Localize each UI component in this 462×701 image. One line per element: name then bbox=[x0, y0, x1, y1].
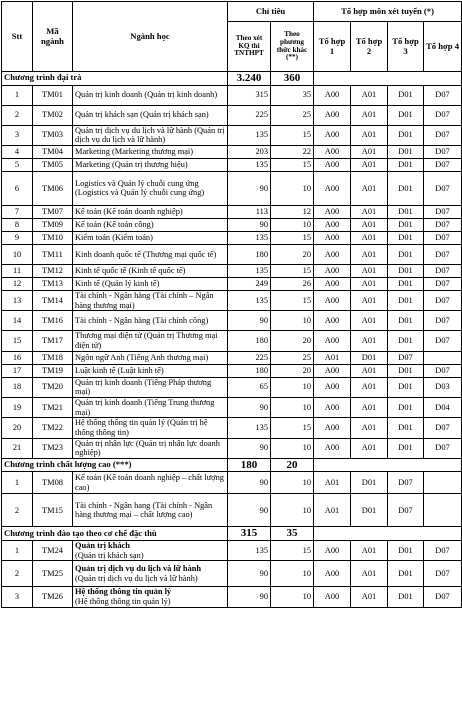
table-row bbox=[2, 377, 462, 397]
row-to-hop-4: D07 bbox=[424, 438, 462, 458]
row-stt: 21 bbox=[2, 438, 33, 458]
row-to-hop-2: A01 bbox=[351, 171, 388, 205]
row-nganh-hoc: Quản trị nhân lực (Quản trị nhân lực doanh nghiệp) bbox=[73, 438, 228, 458]
row-to-hop-1: A00 bbox=[314, 541, 351, 561]
header-to-hop-group: Tổ hợp môn xét tuyển (*) bbox=[314, 2, 462, 22]
row-stt: 17 bbox=[2, 364, 33, 377]
row-stt: 7 bbox=[2, 205, 33, 218]
row-to-hop-1: A01 bbox=[314, 472, 351, 494]
table-row bbox=[2, 331, 462, 351]
row-stt: 13 bbox=[2, 290, 33, 310]
table-row bbox=[2, 561, 462, 587]
row-chi-tieu-kq: 315 bbox=[228, 85, 271, 105]
row-to-hop-2: D01 bbox=[351, 494, 388, 527]
row-nganh-minor: (Quản trị dịch vụ du lịch và lữ hành) bbox=[75, 573, 198, 583]
row-to-hop-2: A01 bbox=[351, 145, 388, 158]
row-stt: 16 bbox=[2, 351, 33, 364]
row-to-hop-1: A00 bbox=[314, 145, 351, 158]
row-ma-nganh: TM22 bbox=[33, 418, 73, 438]
row-to-hop-3: D01 bbox=[388, 438, 424, 458]
row-ma-nganh: TM19 bbox=[33, 364, 73, 377]
row-ma-nganh: TM15 bbox=[33, 494, 73, 527]
row-ma-nganh: TM26 bbox=[33, 587, 73, 607]
row-ma-nganh: TM12 bbox=[33, 264, 73, 277]
header-to-hop-2: Tổ hợp 2 bbox=[351, 22, 388, 72]
section-total-other: 20 bbox=[271, 458, 314, 472]
table-row bbox=[2, 397, 462, 417]
row-to-hop-3: D01 bbox=[388, 205, 424, 218]
row-ma-nganh: TM20 bbox=[33, 377, 73, 397]
section-total-other: 360 bbox=[271, 72, 314, 86]
row-nganh-hoc: Thương mại điện tử (Quản trị Thương mại điện tử) bbox=[73, 331, 228, 351]
row-to-hop-1: A01 bbox=[314, 351, 351, 364]
row-chi-tieu-other: 10 bbox=[271, 561, 314, 587]
row-to-hop-2: A01 bbox=[351, 561, 388, 587]
row-stt: 11 bbox=[2, 264, 33, 277]
row-chi-tieu-other: 15 bbox=[271, 418, 314, 438]
row-to-hop-2: A01 bbox=[351, 231, 388, 244]
row-chi-tieu-other: 15 bbox=[271, 290, 314, 310]
row-ma-nganh: TM05 bbox=[33, 158, 73, 171]
row-chi-tieu-other: 10 bbox=[271, 494, 314, 527]
row-nganh-hoc: Logistics và Quản lý chuỗi cung ứng (Logistics và Quản lý chuỗi cung ứng) bbox=[73, 171, 228, 205]
row-nganh-minor: (Quản trị khách sạn) bbox=[75, 550, 144, 560]
row-to-hop-4 bbox=[424, 351, 462, 364]
table-row bbox=[2, 125, 462, 145]
row-to-hop-3: D01 bbox=[388, 290, 424, 310]
row-to-hop-3: D01 bbox=[388, 541, 424, 561]
row-ma-nganh: TM25 bbox=[33, 561, 73, 587]
row-chi-tieu-kq: 135 bbox=[228, 290, 271, 310]
row-chi-tieu-kq: 180 bbox=[228, 364, 271, 377]
row-stt: 14 bbox=[2, 311, 33, 331]
row-nganh-hoc: Quản trị khách sạn (Quản trị khách sạn) bbox=[73, 105, 228, 125]
row-to-hop-2: A01 bbox=[351, 218, 388, 231]
row-stt: 4 bbox=[2, 145, 33, 158]
row-to-hop-3: D01 bbox=[388, 125, 424, 145]
row-to-hop-3: D01 bbox=[388, 418, 424, 438]
section-dac-thu bbox=[2, 527, 462, 541]
row-to-hop-1: A00 bbox=[314, 218, 351, 231]
row-nganh-hoc: Kinh tế (Quản lý kinh tế) bbox=[73, 277, 228, 290]
row-stt: 1 bbox=[2, 85, 33, 105]
row-to-hop-3: D01 bbox=[388, 264, 424, 277]
row-chi-tieu-kq: 225 bbox=[228, 105, 271, 125]
row-chi-tieu-other: 10 bbox=[271, 587, 314, 607]
row-to-hop-1: A00 bbox=[314, 377, 351, 397]
row-chi-tieu-kq: 180 bbox=[228, 244, 271, 264]
row-stt: 19 bbox=[2, 397, 33, 417]
row-to-hop-3: D01 bbox=[388, 397, 424, 417]
row-chi-tieu-kq: 225 bbox=[228, 351, 271, 364]
row-to-hop-4: D07 bbox=[424, 125, 462, 145]
row-chi-tieu-other: 20 bbox=[271, 331, 314, 351]
table-row bbox=[2, 244, 462, 264]
table-row bbox=[2, 311, 462, 331]
row-chi-tieu-other: 10 bbox=[271, 472, 314, 494]
row-to-hop-1: A00 bbox=[314, 561, 351, 587]
row-chi-tieu-other: 35 bbox=[271, 85, 314, 105]
row-chi-tieu-other: 15 bbox=[271, 231, 314, 244]
row-nganh-hoc: Tài chính - Ngân hang (Tài chính - Ngân hàng thương mại – chất lượng cao) bbox=[73, 494, 228, 527]
row-nganh-hoc: Kế toán (Kế toán công) bbox=[73, 218, 228, 231]
row-nganh-minor: (Hệ thống thông tin quản lý) bbox=[75, 597, 171, 607]
row-to-hop-1: A00 bbox=[314, 438, 351, 458]
row-chi-tieu-kq: 135 bbox=[228, 418, 271, 438]
row-ma-nganh: TM23 bbox=[33, 438, 73, 458]
row-to-hop-4: D07 bbox=[424, 587, 462, 607]
row-stt: 10 bbox=[2, 244, 33, 264]
row-chi-tieu-other: 10 bbox=[271, 171, 314, 205]
row-nganh-major: Hệ thống thông tin quản lý bbox=[75, 587, 172, 597]
row-to-hop-3: D01 bbox=[388, 587, 424, 607]
row-to-hop-4 bbox=[424, 472, 462, 494]
table-row bbox=[2, 541, 462, 561]
row-nganh-hoc: Quản trị kinh doanh (Tiếng Trung thương mại) bbox=[73, 397, 228, 417]
table-row bbox=[2, 364, 462, 377]
row-nganh-hoc: Kinh doanh quốc tế (Thương mại quốc tế) bbox=[73, 244, 228, 264]
row-to-hop-4: D07 bbox=[424, 158, 462, 171]
row-to-hop-4: D07 bbox=[424, 290, 462, 310]
row-to-hop-1: A00 bbox=[314, 205, 351, 218]
row-chi-tieu-other: 12 bbox=[271, 205, 314, 218]
row-ma-nganh: TM18 bbox=[33, 351, 73, 364]
table-row bbox=[2, 351, 462, 364]
row-nganh-major: Quản trị dịch vụ du lịch và lữ hành bbox=[75, 564, 202, 574]
row-chi-tieu-other: 25 bbox=[271, 351, 314, 364]
row-stt: 1 bbox=[2, 472, 33, 494]
header-nganh-hoc: Ngành học bbox=[73, 2, 228, 72]
row-to-hop-1: A00 bbox=[314, 85, 351, 105]
row-to-hop-4: D07 bbox=[424, 231, 462, 244]
row-to-hop-3: D01 bbox=[388, 218, 424, 231]
row-ma-nganh: TM04 bbox=[33, 145, 73, 158]
row-chi-tieu-kq: 113 bbox=[228, 205, 271, 218]
row-to-hop-4: D07 bbox=[424, 105, 462, 125]
section-empty-cell bbox=[314, 72, 462, 86]
row-stt: 3 bbox=[2, 587, 33, 607]
header-theo-phuong-thuc: Theo phương thức khác (**) bbox=[271, 22, 314, 72]
row-stt: 9 bbox=[2, 231, 33, 244]
row-chi-tieu-other: 10 bbox=[271, 311, 314, 331]
row-chi-tieu-kq: 90 bbox=[228, 561, 271, 587]
row-chi-tieu-other: 25 bbox=[271, 105, 314, 125]
row-to-hop-3: D01 bbox=[388, 364, 424, 377]
row-chi-tieu-other: 10 bbox=[271, 438, 314, 458]
row-to-hop-2: A01 bbox=[351, 158, 388, 171]
table-row bbox=[2, 145, 462, 158]
row-ma-nganh: TM16 bbox=[33, 311, 73, 331]
table-row bbox=[2, 171, 462, 205]
row-ma-nganh: TM03 bbox=[33, 125, 73, 145]
row-chi-tieu-other: 15 bbox=[271, 158, 314, 171]
row-to-hop-1: A00 bbox=[314, 231, 351, 244]
row-ma-nganh: TM06 bbox=[33, 171, 73, 205]
row-to-hop-4: D07 bbox=[424, 331, 462, 351]
table-row bbox=[2, 438, 462, 458]
row-to-hop-3: D07 bbox=[388, 351, 424, 364]
row-ma-nganh: TM21 bbox=[33, 397, 73, 417]
row-to-hop-4: D07 bbox=[424, 364, 462, 377]
row-chi-tieu-other: 20 bbox=[271, 244, 314, 264]
row-nganh-hoc: Tài chính - Ngân hàng (Tài chính công) bbox=[73, 311, 228, 331]
row-to-hop-2: A01 bbox=[351, 438, 388, 458]
row-to-hop-4: D07 bbox=[424, 205, 462, 218]
section-dai-tra bbox=[2, 72, 462, 86]
row-chi-tieu-kq: 203 bbox=[228, 145, 271, 158]
row-stt: 18 bbox=[2, 377, 33, 397]
row-to-hop-4: D07 bbox=[424, 311, 462, 331]
row-to-hop-1: A00 bbox=[314, 244, 351, 264]
section-title: Chương trình chất lượng cao (***) bbox=[2, 458, 228, 472]
row-chi-tieu-other: 15 bbox=[271, 125, 314, 145]
table-row bbox=[2, 85, 462, 105]
row-to-hop-2: A01 bbox=[351, 264, 388, 277]
row-chi-tieu-kq: 90 bbox=[228, 171, 271, 205]
row-to-hop-2: A01 bbox=[351, 205, 388, 218]
row-chi-tieu-kq: 90 bbox=[228, 311, 271, 331]
row-chi-tieu-kq: 90 bbox=[228, 397, 271, 417]
row-stt: 5 bbox=[2, 158, 33, 171]
row-to-hop-2: A01 bbox=[351, 244, 388, 264]
row-to-hop-2: A01 bbox=[351, 331, 388, 351]
row-to-hop-4: D07 bbox=[424, 171, 462, 205]
row-chi-tieu-kq: 135 bbox=[228, 541, 271, 561]
row-nganh-hoc: Ngôn ngữ Anh (Tiếng Anh thương mại) bbox=[73, 351, 228, 364]
table-row bbox=[2, 587, 462, 607]
row-to-hop-1: A00 bbox=[314, 418, 351, 438]
row-nganh-hoc: Kế toán (Kế toán doanh nghiệp – chất lượng cao) bbox=[73, 472, 228, 494]
row-stt: 3 bbox=[2, 125, 33, 145]
row-to-hop-1: A00 bbox=[314, 158, 351, 171]
table-row bbox=[2, 231, 462, 244]
row-to-hop-2: A01 bbox=[351, 587, 388, 607]
row-to-hop-2: A01 bbox=[351, 418, 388, 438]
row-to-hop-4: D07 bbox=[424, 277, 462, 290]
row-stt: 12 bbox=[2, 277, 33, 290]
section-title: Chương trình đào tạo theo cơ chế đặc thù bbox=[2, 527, 228, 541]
row-to-hop-2: D01 bbox=[351, 472, 388, 494]
row-to-hop-4: D07 bbox=[424, 264, 462, 277]
row-ma-nganh: TM10 bbox=[33, 231, 73, 244]
row-ma-nganh: TM13 bbox=[33, 277, 73, 290]
row-chi-tieu-other: 10 bbox=[271, 397, 314, 417]
header-theo-xet-kq: Theo xét KQ thi TNTHPT bbox=[228, 22, 271, 72]
row-chi-tieu-kq: 65 bbox=[228, 377, 271, 397]
header-to-hop-1: Tổ hợp 1 bbox=[314, 22, 351, 72]
row-stt: 1 bbox=[2, 541, 33, 561]
row-ma-nganh: TM11 bbox=[33, 244, 73, 264]
section-total-kq: 315 bbox=[228, 527, 271, 541]
row-to-hop-3: D01 bbox=[388, 171, 424, 205]
row-to-hop-4 bbox=[424, 494, 462, 527]
table-row bbox=[2, 472, 462, 494]
row-to-hop-4: D07 bbox=[424, 145, 462, 158]
row-to-hop-2: D01 bbox=[351, 351, 388, 364]
row-ma-nganh: TM07 bbox=[33, 205, 73, 218]
row-ma-nganh: TM24 bbox=[33, 541, 73, 561]
row-ma-nganh: TM01 bbox=[33, 85, 73, 105]
row-chi-tieu-other: 22 bbox=[271, 145, 314, 158]
row-to-hop-2: A01 bbox=[351, 364, 388, 377]
section-empty-cell bbox=[314, 527, 462, 541]
admission-quota-table bbox=[1, 1, 462, 608]
row-nganh-hoc: Kế toán (Kế toán doanh nghiệp) bbox=[73, 205, 228, 218]
row-chi-tieu-kq: 90 bbox=[228, 494, 271, 527]
row-to-hop-3: D01 bbox=[388, 85, 424, 105]
row-stt: 2 bbox=[2, 494, 33, 527]
section-empty-cell bbox=[314, 458, 462, 472]
row-to-hop-3: D01 bbox=[388, 331, 424, 351]
row-to-hop-1: A00 bbox=[314, 277, 351, 290]
row-nganh-major: Quản trị khách bbox=[75, 541, 130, 551]
table-row bbox=[2, 205, 462, 218]
row-chi-tieu-other: 10 bbox=[271, 377, 314, 397]
row-chi-tieu-other: 20 bbox=[271, 364, 314, 377]
row-chi-tieu-other: 26 bbox=[271, 277, 314, 290]
row-nganh-hoc: Marketing (Quản trị thương hiệu) bbox=[73, 158, 228, 171]
section-total-other: 35 bbox=[271, 527, 314, 541]
row-to-hop-3: D01 bbox=[388, 561, 424, 587]
row-to-hop-2: A01 bbox=[351, 85, 388, 105]
row-to-hop-2: A01 bbox=[351, 105, 388, 125]
row-chi-tieu-kq: 135 bbox=[228, 231, 271, 244]
row-to-hop-4: D07 bbox=[424, 218, 462, 231]
row-ma-nganh: TM14 bbox=[33, 290, 73, 310]
row-chi-tieu-kq: 249 bbox=[228, 277, 271, 290]
row-to-hop-3: D07 bbox=[388, 494, 424, 527]
row-to-hop-1: A00 bbox=[314, 105, 351, 125]
row-nganh-hoc: Marketing (Marketing thương mại) bbox=[73, 145, 228, 158]
row-nganh-hoc bbox=[73, 561, 228, 587]
table-row bbox=[2, 277, 462, 290]
row-to-hop-4: D07 bbox=[424, 418, 462, 438]
row-to-hop-3: D01 bbox=[388, 377, 424, 397]
row-chi-tieu-other: 10 bbox=[271, 218, 314, 231]
row-chi-tieu-other: 15 bbox=[271, 541, 314, 561]
row-ma-nganh: TM08 bbox=[33, 472, 73, 494]
row-to-hop-4: D07 bbox=[424, 561, 462, 587]
row-to-hop-2: A01 bbox=[351, 311, 388, 331]
table-row bbox=[2, 158, 462, 171]
row-to-hop-3: D01 bbox=[388, 231, 424, 244]
row-to-hop-2: A01 bbox=[351, 397, 388, 417]
header-stt: Stt bbox=[2, 2, 33, 72]
row-to-hop-1: A01 bbox=[314, 494, 351, 527]
row-to-hop-2: A01 bbox=[351, 290, 388, 310]
row-stt: 8 bbox=[2, 218, 33, 231]
row-to-hop-3: D01 bbox=[388, 158, 424, 171]
row-chi-tieu-kq: 135 bbox=[228, 125, 271, 145]
row-to-hop-1: A00 bbox=[314, 125, 351, 145]
row-stt: 20 bbox=[2, 418, 33, 438]
row-ma-nganh: TM17 bbox=[33, 331, 73, 351]
row-chi-tieu-kq: 90 bbox=[228, 218, 271, 231]
table-row bbox=[2, 264, 462, 277]
header-chi-tieu: Chỉ tiêu bbox=[228, 2, 314, 22]
row-to-hop-3: D01 bbox=[388, 277, 424, 290]
row-to-hop-3: D01 bbox=[388, 311, 424, 331]
row-to-hop-3: D01 bbox=[388, 244, 424, 264]
row-ma-nganh: TM09 bbox=[33, 218, 73, 231]
row-stt: 2 bbox=[2, 561, 33, 587]
header-ma-nganh: Mã ngành bbox=[33, 2, 73, 72]
row-nganh-hoc: Hệ thống thông tin quản lý (Quản trị hệ thống thông tin) bbox=[73, 418, 228, 438]
row-nganh-hoc: Kinh tế quốc tế (Kinh tế quốc tế) bbox=[73, 264, 228, 277]
row-stt: 6 bbox=[2, 171, 33, 205]
row-chi-tieu-kq: 90 bbox=[228, 472, 271, 494]
row-stt: 2 bbox=[2, 105, 33, 125]
row-to-hop-1: A00 bbox=[314, 171, 351, 205]
row-to-hop-4: D07 bbox=[424, 244, 462, 264]
row-to-hop-1: A00 bbox=[314, 397, 351, 417]
row-to-hop-3: D01 bbox=[388, 145, 424, 158]
row-ma-nganh: TM02 bbox=[33, 105, 73, 125]
row-to-hop-1: A00 bbox=[314, 331, 351, 351]
row-chi-tieu-other: 15 bbox=[271, 264, 314, 277]
row-to-hop-3: D07 bbox=[388, 472, 424, 494]
table-row bbox=[2, 290, 462, 310]
section-total-kq: 180 bbox=[228, 458, 271, 472]
row-to-hop-2: A01 bbox=[351, 541, 388, 561]
table-body bbox=[2, 72, 462, 608]
row-nganh-hoc: Tài chính - Ngân hàng (Tài chính – Ngân hàng thương mại) bbox=[73, 290, 228, 310]
row-nganh-hoc: Quản trị kinh doanh (Quản trị kinh doanh) bbox=[73, 85, 228, 105]
row-to-hop-4: D04 bbox=[424, 397, 462, 417]
row-to-hop-3: D01 bbox=[388, 105, 424, 125]
row-nganh-hoc: Quản trị kinh doanh (Tiếng Pháp thương mại) bbox=[73, 377, 228, 397]
row-to-hop-2: A01 bbox=[351, 277, 388, 290]
row-stt: 15 bbox=[2, 331, 33, 351]
row-chi-tieu-kq: 180 bbox=[228, 331, 271, 351]
table-row bbox=[2, 218, 462, 231]
row-to-hop-4: D07 bbox=[424, 85, 462, 105]
row-chi-tieu-kq: 90 bbox=[228, 438, 271, 458]
table-row bbox=[2, 418, 462, 438]
row-to-hop-1: A00 bbox=[314, 290, 351, 310]
row-nganh-hoc bbox=[73, 541, 228, 561]
header-to-hop-3: Tổ hợp 3 bbox=[388, 22, 424, 72]
section-title: Chương trình đại trà bbox=[2, 72, 228, 86]
row-to-hop-4: D03 bbox=[424, 377, 462, 397]
table-row bbox=[2, 105, 462, 125]
table-row bbox=[2, 494, 462, 527]
section-chat-luong-cao bbox=[2, 458, 462, 472]
row-to-hop-1: A00 bbox=[314, 311, 351, 331]
row-to-hop-1: A00 bbox=[314, 364, 351, 377]
section-total-kq: 3.240 bbox=[228, 72, 271, 86]
row-chi-tieu-kq: 90 bbox=[228, 587, 271, 607]
row-to-hop-1: A00 bbox=[314, 264, 351, 277]
row-nganh-hoc: Luật kinh tế (Luật kinh tế) bbox=[73, 364, 228, 377]
row-to-hop-2: A01 bbox=[351, 125, 388, 145]
row-to-hop-4: D07 bbox=[424, 541, 462, 561]
row-chi-tieu-kq: 135 bbox=[228, 158, 271, 171]
row-to-hop-2: A01 bbox=[351, 377, 388, 397]
row-nganh-hoc: Quản trị dịch vụ du lịch và lữ hành (Quản trị dịch vụ du lịch và lữ hành) bbox=[73, 125, 228, 145]
row-nganh-hoc: Kiểm toán (Kiểm toán) bbox=[73, 231, 228, 244]
row-chi-tieu-kq: 135 bbox=[228, 264, 271, 277]
row-to-hop-1: A00 bbox=[314, 587, 351, 607]
header-to-hop-4: Tổ hợp 4 bbox=[424, 22, 462, 72]
row-nganh-hoc bbox=[73, 587, 228, 607]
